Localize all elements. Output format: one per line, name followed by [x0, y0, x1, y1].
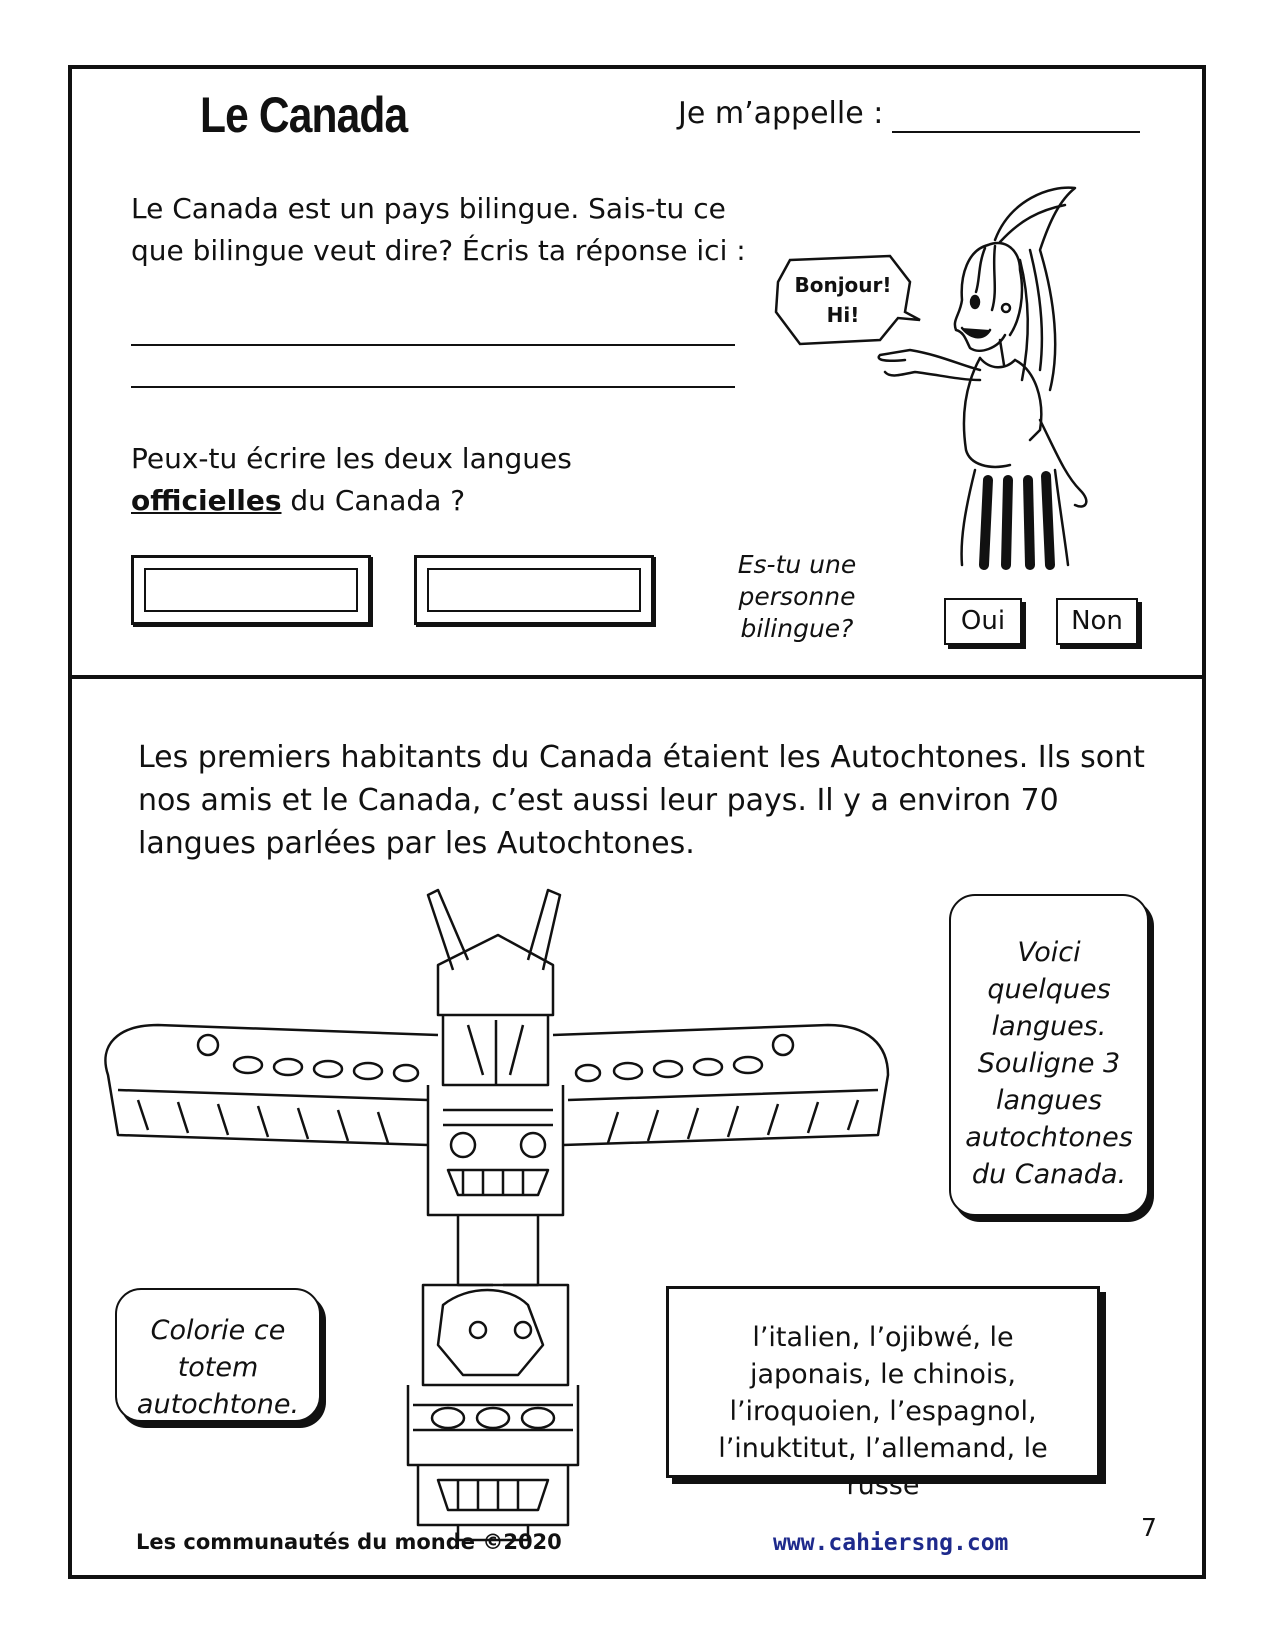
bilingual-question: Le Canada est un pays bilingue. Sais-tu ce que bilingue veut dire? Écris ta réponse ici :: [131, 192, 746, 267]
answer-line-2[interactable]: [131, 386, 735, 388]
question-emphasis: officielles: [131, 484, 282, 517]
intro-paragraph: Les premiers habitants du Canada étaient les Autochtones. Ils sont nos amis et le Canada, c’est aussi leur pays. Il y a environ 70 langues parlées par les Autochtones.: [138, 740, 1145, 861]
bubble-line-2: Hi!: [826, 303, 860, 327]
section-divider: [68, 675, 1206, 679]
bilingual-person-question: Es-tu une personne bilingue?: [737, 550, 857, 643]
option-non[interactable]: Non: [1056, 598, 1138, 645]
page-number: 7: [1141, 1513, 1157, 1542]
page-title: Le Canada: [200, 87, 408, 143]
bubble-line-1: Bonjour!: [794, 273, 892, 297]
official-languages-question: [131, 438, 691, 522]
option-oui[interactable]: Oui: [944, 598, 1022, 645]
underline-instruction-box: [949, 894, 1149, 1216]
name-label: Je m’appelle :: [678, 96, 884, 131]
footer-website-link[interactable]: www.cahiersng.com: [773, 1530, 1009, 1556]
color-instruction-box: [115, 1288, 321, 1422]
underline-instruction: Voici quelques langues. Souligne 3 langues autochtones du Canada.: [965, 937, 1133, 1190]
question-text-2: du Canada ?: [281, 484, 466, 517]
question-text-1: Peux-tu écrire les deux langues: [131, 442, 572, 475]
name-field[interactable]: [892, 131, 1140, 133]
girl-pointing-icon: [880, 180, 1150, 570]
languages-list: l’italien, l’ojibwé, le japonais, le chinois, l’iroquoien, l’espagnol, l’inuktitut, l’allemand, le russe: [718, 1322, 1048, 1501]
languages-list-box: [666, 1286, 1100, 1501]
answer-line-1[interactable]: [131, 344, 735, 346]
official-language-box-1[interactable]: [131, 555, 371, 625]
color-instruction: Colorie ce totem autochtone.: [136, 1315, 300, 1420]
box-inner: [427, 568, 641, 612]
box-inner: [144, 568, 358, 612]
footer-copyright: Les communautés du monde ©2020: [136, 1530, 562, 1554]
official-language-box-2[interactable]: [414, 555, 654, 625]
